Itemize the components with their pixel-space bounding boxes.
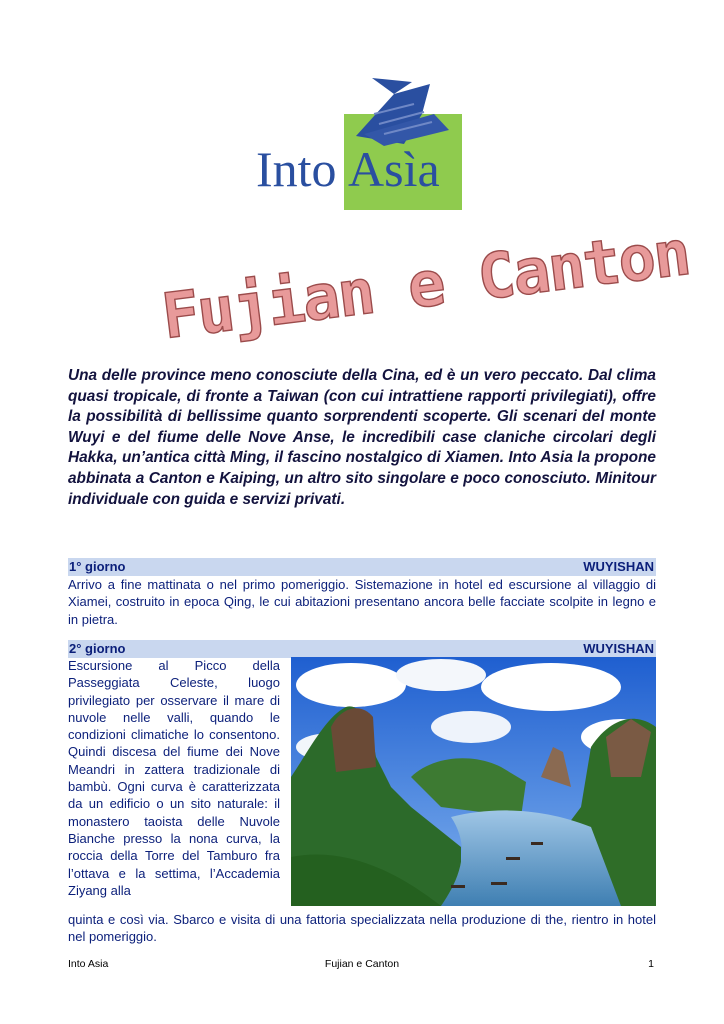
intoasia-logo xyxy=(244,74,466,214)
footer-center: Fujian e Canton xyxy=(324,958,400,970)
landscape-image xyxy=(291,657,656,906)
logo-wordmark-asia: Asìa xyxy=(348,141,440,197)
logo-graphic xyxy=(244,74,466,214)
day-1-text: Arrivo a fine mattinata o nel primo pomeriggio. Sistemazione in hotel ed escursione al villaggio di Xiamei, costruito in epoca Qing, le cui abitazioni presentano ancora belle facciate scolpite in legno e in pietra. xyxy=(68,577,656,627)
logo-wordmark-into: Into xyxy=(256,141,337,197)
title-text: Fujian e Canton xyxy=(157,216,693,354)
footer-left: Into Asia xyxy=(68,958,109,970)
footer-page-number: 1 xyxy=(648,958,654,970)
day-2-location: WUYISHAN xyxy=(583,641,654,656)
day-1-label: 1° giorno xyxy=(69,559,126,574)
day-2-header xyxy=(68,640,656,658)
title-wordart xyxy=(150,216,693,354)
day-1-location: WUYISHAN xyxy=(583,559,654,574)
page-title xyxy=(150,216,693,354)
day-2-label: 2° giorno xyxy=(69,641,126,656)
intro-paragraph: Una delle province meno conosciute della Cina, ed è un vero peccato. Dal clima quasi tropicale, di fronte a Taiwan (con cui intrattiene rapporti privilegiati), offre la possibilità di bellissime quanto sorprendenti scoperte. Gli scenari del monte Wuyi e del fiume delle Nove Anse, le incredibili case claniche circolari degli Hakka, un’antica città Ming, il fascino nostalgico di Xiamen. Into Asia la propone abbinata a Canton e Kaiping, un altro sito singolare e poco conosciuto. Minitour individuale con guida e servizi privati. xyxy=(68,367,656,508)
wuyishan-river-photo xyxy=(291,657,656,906)
day-1-header xyxy=(68,558,656,576)
day-2-text-continued: quinta e così via. Sbarco e visita di una fattoria specializzata nella produzione di the, rientro in hotel nel pomeriggio. xyxy=(68,912,656,945)
day-2-text: Escursione al Picco della Passeggiata Celeste, luogo privilegiato per osservare il mare di nuvole nelle valli, quando le condizioni climatiche lo consentono. Quindi discesa del fiume dei Nove Meandri in zattera tradizionale di bambù. Ogni curva è caratterizzata da un edificio o un sito naturale: il monastero taoista delle Nuvole Bianche presso la nona curva, la roccia della Torre del Tamburo fra l’ottava e la settima, l’Accademia Ziyang alla xyxy=(68,658,280,898)
